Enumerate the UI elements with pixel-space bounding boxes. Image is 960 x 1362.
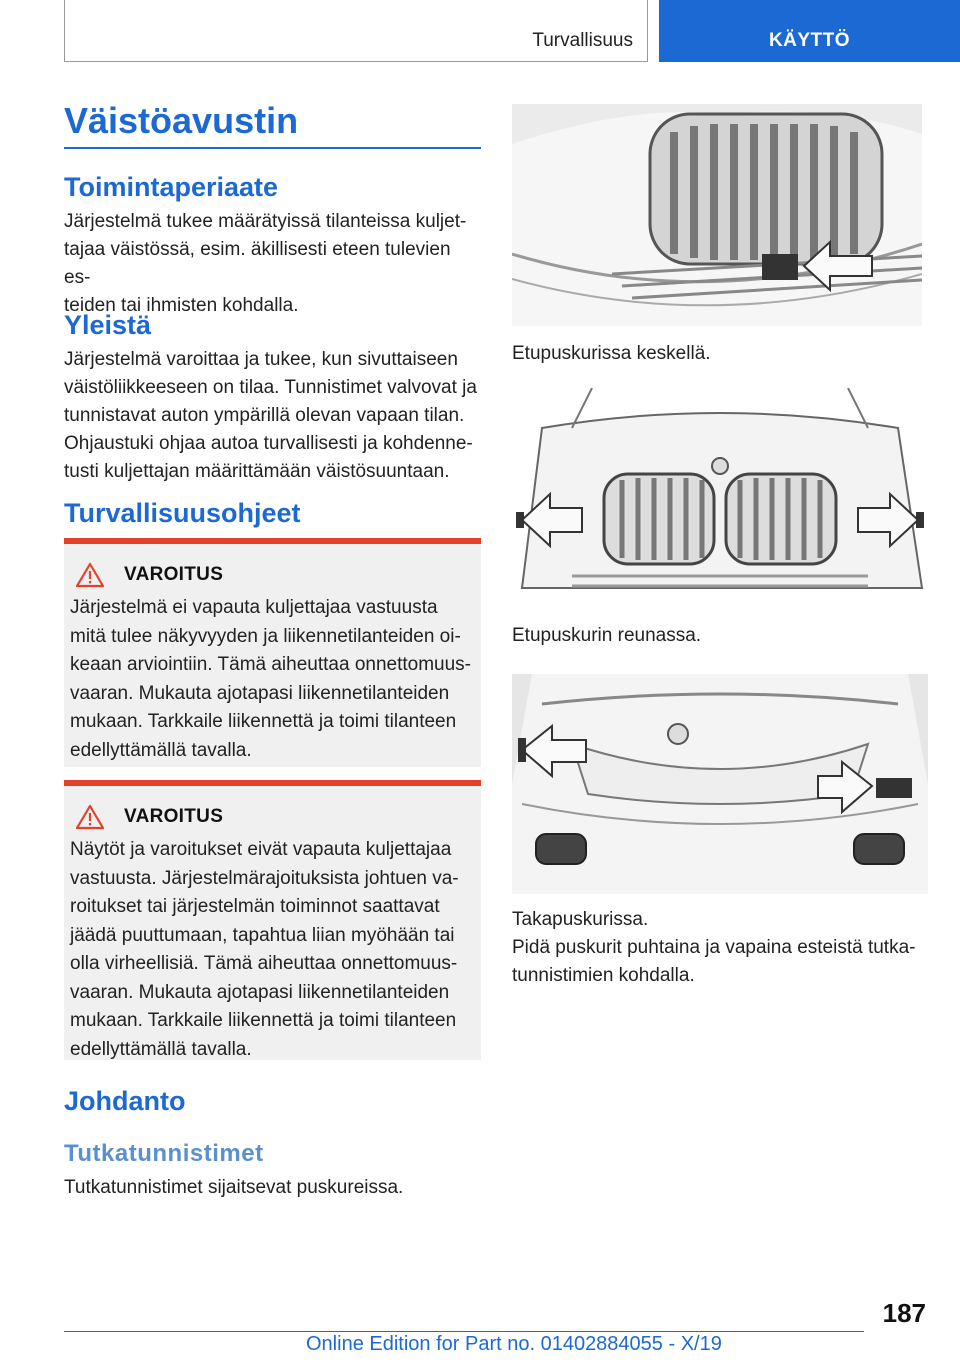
header-chapter-label: KÄYTTÖ [768, 30, 851, 51]
heading-principle: Toimintaperiaate [64, 172, 279, 202]
header-section-title: Turvallisuus [532, 30, 633, 51]
footer-edition: Online Edition for Part no. 01402884055 - X/19 [306, 1333, 722, 1355]
paragraph-general: Järjestelmä varoittaa ja tukee, kun sivuttaiseen väistöliikkeeseen on tilaa. Tunnistimet valvovat ja tunnistavat auton ympärillä olevan vapaan tilan. Ohjaustuki ohjaa autoa turvallisesti ja kohdenne- tusti kuljettajan määrittämään väistösuuntaan. [64, 349, 477, 482]
page-title: Väistöavustin [64, 100, 299, 141]
warning-bar [64, 538, 481, 544]
warning-triangle-icon [76, 804, 104, 830]
front-bumper-edge-figure [512, 388, 928, 602]
figure-caption-1: Etupuskurissa keskellä. [512, 343, 711, 364]
title-divider [64, 147, 481, 149]
warning-text-1: Järjestelmä ei vapauta kuljettajaa vastuusta mitä tulee näkyvyyden ja liikennetilanteiden oi- keaan arviointiin. Tämä aiheuttaa onnettomuus- vaaran. Mukauta ajotapasi liikennetilanteiden mukaan. Tarkkaile liikennettä ja toimi tilanteen edellyttämällä tavalla. [70, 597, 472, 761]
warning-box-2 [64, 780, 481, 1060]
warning-label: VAROITUS [124, 806, 224, 827]
heading-intro: Johdanto [64, 1086, 186, 1116]
front-bumper-center-figure [512, 104, 922, 326]
note-paragraph: Pidä puskurit puhtaina ja vapaina esteistä tutka- tunnistimien kohdalla. [512, 937, 916, 986]
figure-caption-2: Etupuskurin reunassa. [512, 625, 702, 646]
header-chapter-tab[interactable] [659, 0, 960, 62]
figure-caption-3: Takapuskurissa. [512, 909, 649, 930]
subheading-radar-sensors: Tutkatunnistimet [64, 1140, 264, 1167]
warning-label: VAROITUS [124, 564, 224, 585]
warning-text-2: Näytöt ja varoitukset eivät vapauta kuljettajaa vastuusta. Järjestelmärajoituksista johtuen va- roitukset tai järjestelmän toiminnot saattavat jäädä puuttumaan, tapahtua liian myöhään tai olla virheellisiä. Tämä aiheuttaa onnettomuus- vaaran. Mukauta ajotapasi liikennetilanteiden mukaan. Tarkkaile liikennettä ja toimi tilanteen edellyttämällä tavalla. [70, 839, 459, 1060]
paragraph-radar-sensors: Tutkatunnistimet sijaitsevat puskureissa. [64, 1177, 404, 1198]
footer-divider [64, 1331, 864, 1332]
rear-bumper-figure [512, 674, 928, 894]
paragraph-principle: Järjestelmä tukee määrätyissä tilanteissa kuljet- tajaa väistössä, esim. äkillisesti eteen tulevien es- teiden tai ihmisten kohdalla. [64, 211, 467, 316]
warning-bar [64, 780, 481, 786]
header-section-box [64, 0, 648, 62]
page-number: 187 [882, 1298, 926, 1328]
warning-box-1 [64, 538, 481, 767]
heading-general: Yleistä [64, 310, 152, 340]
heading-safety: Turvallisuusohjeet [64, 498, 301, 528]
warning-triangle-icon [76, 562, 104, 588]
